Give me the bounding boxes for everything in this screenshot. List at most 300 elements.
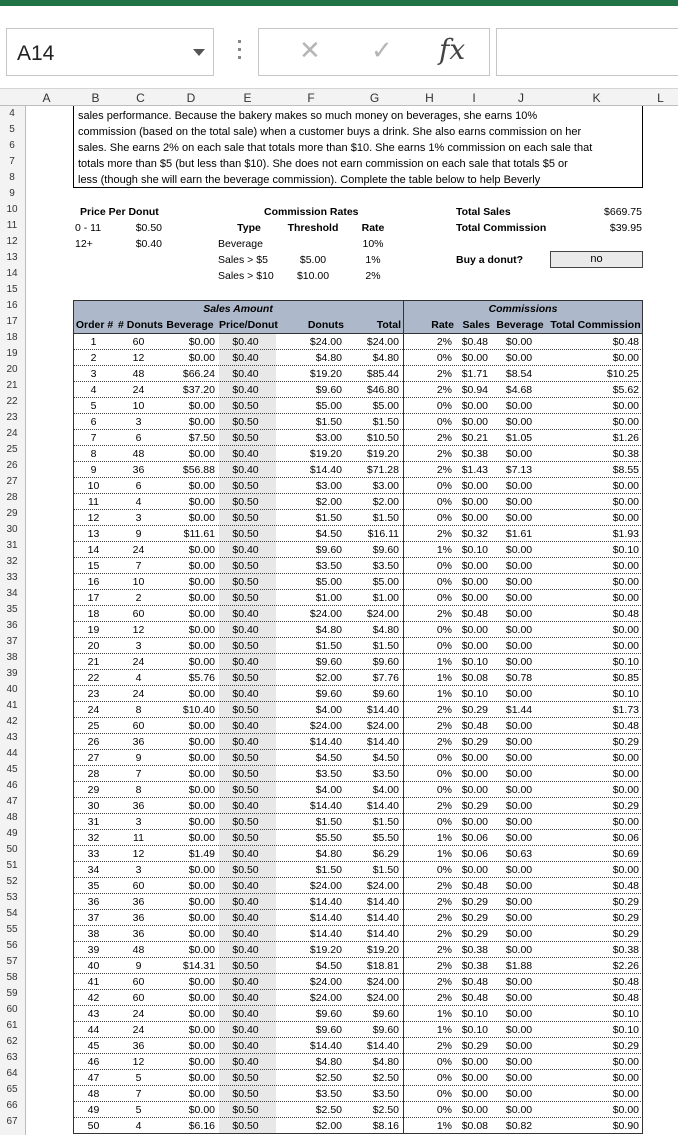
table-cell[interactable]: $9.60 bbox=[372, 656, 399, 668]
table-cell[interactable]: 5 bbox=[135, 1072, 142, 1084]
table-cell[interactable]: $0.00 bbox=[188, 496, 215, 508]
table-cell[interactable]: $0.00 bbox=[505, 656, 533, 668]
table-cell[interactable]: $0.10 bbox=[461, 1024, 488, 1036]
table-cell[interactable]: $14.40 bbox=[366, 1040, 399, 1052]
table-cell[interactable]: $3.00 bbox=[315, 432, 342, 444]
table-cell[interactable]: $2.50 bbox=[372, 1072, 399, 1084]
table-cell[interactable]: $0.06 bbox=[461, 832, 488, 844]
table-cell[interactable]: $56.88 bbox=[182, 464, 215, 476]
table-cell[interactable]: $0.00 bbox=[461, 560, 488, 572]
table-cell[interactable]: 2% bbox=[436, 608, 452, 620]
table-cell[interactable]: $5.62 bbox=[612, 384, 639, 396]
table-cell[interactable]: $5.00 bbox=[315, 400, 342, 412]
table-cell[interactable]: 24 bbox=[87, 704, 100, 716]
table-cell[interactable]: $0.08 bbox=[461, 1120, 488, 1132]
table-cell[interactable]: $0.00 bbox=[188, 448, 215, 460]
table-cell[interactable]: 36 bbox=[132, 464, 145, 476]
table-cell[interactable]: $0.00 bbox=[505, 736, 533, 748]
table-cell[interactable]: $0.29 bbox=[461, 736, 488, 748]
table-cell[interactable]: $16.11 bbox=[367, 528, 399, 540]
table-cell[interactable]: 19 bbox=[87, 624, 100, 636]
table-cell[interactable]: 0% bbox=[436, 624, 452, 636]
table-cell[interactable]: 4 bbox=[135, 496, 142, 508]
table-cell[interactable]: 30 bbox=[87, 800, 100, 812]
table-cell[interactable]: $0.00 bbox=[612, 416, 639, 428]
table-cell[interactable]: 32 bbox=[87, 832, 100, 844]
table-cell[interactable]: 0% bbox=[436, 784, 452, 796]
table-cell[interactable]: $1.50 bbox=[315, 864, 342, 876]
table-cell[interactable]: $14.40 bbox=[309, 928, 342, 940]
table-cell[interactable]: $6.16 bbox=[188, 1120, 215, 1132]
table-cell[interactable]: $0.10 bbox=[461, 688, 488, 700]
table-cell[interactable]: 9 bbox=[135, 960, 142, 972]
table-cell[interactable]: $7.50 bbox=[188, 432, 215, 444]
table-cell[interactable]: $0.00 bbox=[188, 944, 215, 956]
table-cell[interactable]: 5 bbox=[90, 400, 97, 412]
table-cell[interactable]: $0.00 bbox=[505, 560, 533, 572]
row-header[interactable]: 43 bbox=[6, 732, 18, 743]
table-cell[interactable]: $18.81 bbox=[366, 960, 399, 972]
table-cell[interactable]: 10 bbox=[87, 480, 100, 492]
table-cell[interactable]: 49 bbox=[87, 1104, 100, 1116]
table-cell[interactable]: 3 bbox=[135, 816, 142, 828]
table-cell[interactable]: 10 bbox=[132, 400, 145, 412]
table-cell[interactable]: 24 bbox=[132, 544, 145, 556]
row-header[interactable]: 32 bbox=[6, 556, 18, 567]
table-cell[interactable]: $0.10 bbox=[461, 656, 488, 668]
table-cell[interactable]: $0.82 bbox=[505, 1120, 533, 1132]
table-cell[interactable]: $0.50 bbox=[232, 592, 259, 604]
table-cell[interactable]: $37.20 bbox=[182, 384, 215, 396]
table-cell[interactable]: 2% bbox=[436, 960, 452, 972]
table-cell[interactable]: $24.00 bbox=[366, 976, 399, 988]
table-cell[interactable]: $0.00 bbox=[188, 1056, 215, 1068]
row-header[interactable]: 40 bbox=[6, 684, 18, 695]
table-cell[interactable]: $0.10 bbox=[461, 544, 488, 556]
table-cell[interactable]: $0.00 bbox=[188, 400, 215, 412]
table-cell[interactable]: $0.00 bbox=[461, 1056, 488, 1068]
table-cell[interactable]: $1.00 bbox=[315, 592, 342, 604]
table-cell[interactable]: 29 bbox=[87, 784, 100, 796]
table-cell[interactable]: $0.00 bbox=[188, 720, 215, 732]
table-cell[interactable]: $0.00 bbox=[505, 448, 533, 460]
table-cell[interactable]: $0.00 bbox=[505, 496, 533, 508]
row-header[interactable]: 10 bbox=[6, 204, 18, 215]
table-cell[interactable]: $24.00 bbox=[309, 608, 342, 620]
table-cell[interactable]: $0.48 bbox=[612, 976, 639, 988]
row-header[interactable]: 56 bbox=[6, 940, 18, 951]
table-cell[interactable]: $1.50 bbox=[315, 512, 342, 524]
table-cell[interactable]: $2.00 bbox=[315, 1120, 342, 1132]
table-cell[interactable]: $4.80 bbox=[372, 1056, 399, 1068]
table-cell[interactable]: 21 bbox=[87, 656, 100, 668]
table-cell[interactable]: 0% bbox=[436, 416, 452, 428]
table-cell[interactable]: $0.40 bbox=[232, 1008, 259, 1020]
row-header[interactable]: 11 bbox=[6, 220, 18, 231]
table-cell[interactable]: $24.00 bbox=[366, 336, 399, 348]
table-cell[interactable]: $0.50 bbox=[232, 1104, 259, 1116]
table-cell[interactable]: $0.50 bbox=[232, 432, 259, 444]
table-cell[interactable]: 0% bbox=[436, 352, 452, 364]
table-cell[interactable]: $2.50 bbox=[315, 1072, 342, 1084]
table-cell[interactable]: $0.40 bbox=[232, 544, 259, 556]
table-cell[interactable]: 2% bbox=[436, 368, 452, 380]
table-cell[interactable]: 2 bbox=[135, 592, 142, 604]
table-cell[interactable]: 23 bbox=[87, 688, 100, 700]
table-cell[interactable]: $14.31 bbox=[182, 960, 215, 972]
table-cell[interactable]: $0.00 bbox=[188, 1088, 215, 1100]
column-header-e[interactable]: E bbox=[243, 91, 252, 105]
table-cell[interactable]: $0.00 bbox=[461, 352, 488, 364]
table-cell[interactable]: 1% bbox=[436, 544, 452, 556]
table-cell[interactable]: $0.00 bbox=[188, 1040, 215, 1052]
table-cell[interactable]: 38 bbox=[87, 928, 100, 940]
table-cell[interactable]: $0.00 bbox=[505, 912, 533, 924]
table-cell[interactable]: 8 bbox=[135, 784, 142, 796]
table-cell[interactable]: $46.80 bbox=[366, 384, 399, 396]
table-cell[interactable]: $1.93 bbox=[612, 528, 639, 540]
table-cell[interactable]: 15 bbox=[87, 560, 100, 572]
table-cell[interactable]: $0.48 bbox=[612, 880, 639, 892]
row-header[interactable]: 65 bbox=[6, 1084, 18, 1095]
table-cell[interactable]: $0.40 bbox=[232, 624, 259, 636]
table-cell[interactable]: 12 bbox=[132, 624, 145, 636]
table-cell[interactable]: $9.60 bbox=[315, 1024, 342, 1036]
table-cell[interactable]: $0.50 bbox=[232, 528, 259, 540]
table-cell[interactable]: $10.40 bbox=[182, 704, 215, 716]
table-cell[interactable]: $0.00 bbox=[461, 864, 488, 876]
column-header-a[interactable]: A bbox=[42, 91, 51, 105]
table-cell[interactable]: $0.06 bbox=[461, 848, 488, 860]
table-cell[interactable]: $0.48 bbox=[612, 720, 639, 732]
table-cell[interactable]: $0.29 bbox=[461, 928, 488, 940]
row-header[interactable]: 53 bbox=[6, 892, 18, 903]
table-cell[interactable]: 40 bbox=[87, 960, 100, 972]
table-cell[interactable]: $0.29 bbox=[461, 896, 488, 908]
table-cell[interactable]: $0.50 bbox=[232, 704, 259, 716]
table-cell[interactable]: 0% bbox=[436, 400, 452, 412]
table-cell[interactable]: $4.80 bbox=[315, 848, 342, 860]
table-cell[interactable]: 9 bbox=[135, 752, 142, 764]
row-header[interactable]: 64 bbox=[6, 1068, 18, 1079]
table-cell[interactable]: $0.50 bbox=[232, 1088, 259, 1100]
table-cell[interactable]: $0.00 bbox=[505, 512, 533, 524]
table-cell[interactable]: $0.00 bbox=[612, 496, 639, 508]
table-cell[interactable]: $0.00 bbox=[505, 1104, 533, 1116]
row-header[interactable]: 39 bbox=[6, 668, 18, 679]
row-header[interactable]: 30 bbox=[6, 524, 18, 535]
table-cell[interactable]: 24 bbox=[132, 1024, 145, 1036]
table-cell[interactable]: $0.00 bbox=[612, 1056, 639, 1068]
row-header[interactable]: 33 bbox=[6, 572, 18, 583]
table-cell[interactable]: $0.50 bbox=[232, 784, 259, 796]
table-cell[interactable]: $0.00 bbox=[505, 864, 533, 876]
table-cell[interactable]: $0.50 bbox=[232, 576, 259, 588]
table-cell[interactable]: $0.00 bbox=[188, 976, 215, 988]
table-cell[interactable]: 36 bbox=[132, 896, 145, 908]
table-cell[interactable]: 12 bbox=[132, 1056, 145, 1068]
table-cell[interactable]: $8.55 bbox=[612, 464, 639, 476]
table-cell[interactable]: $0.00 bbox=[612, 1088, 639, 1100]
table-cell[interactable]: $0.00 bbox=[188, 1024, 215, 1036]
table-cell[interactable]: $14.40 bbox=[309, 464, 342, 476]
column-header-k[interactable]: K bbox=[592, 91, 601, 105]
table-cell[interactable]: 16 bbox=[87, 576, 100, 588]
table-cell[interactable]: $14.40 bbox=[366, 736, 399, 748]
table-cell[interactable]: 2% bbox=[436, 464, 452, 476]
table-cell[interactable]: 60 bbox=[132, 976, 145, 988]
row-header[interactable]: 25 bbox=[6, 444, 18, 455]
table-cell[interactable]: $0.40 bbox=[232, 736, 259, 748]
table-cell[interactable]: $0.00 bbox=[188, 656, 215, 668]
table-cell[interactable]: 36 bbox=[87, 896, 100, 908]
table-cell[interactable]: $0.38 bbox=[461, 944, 488, 956]
table-cell[interactable]: $0.40 bbox=[232, 928, 259, 940]
table-cell[interactable]: 3 bbox=[135, 640, 142, 652]
table-cell[interactable]: $0.29 bbox=[612, 912, 639, 924]
table-cell[interactable]: 26 bbox=[87, 736, 100, 748]
row-header[interactable]: 35 bbox=[6, 604, 18, 615]
table-cell[interactable]: $0.32 bbox=[461, 528, 488, 540]
column-header-j[interactable]: J bbox=[518, 91, 524, 105]
table-cell[interactable]: $0.29 bbox=[612, 928, 639, 940]
table-cell[interactable]: $4.80 bbox=[372, 352, 399, 364]
table-cell[interactable]: $0.00 bbox=[461, 1104, 488, 1116]
table-cell[interactable]: $3.50 bbox=[315, 768, 342, 780]
table-cell[interactable]: $19.20 bbox=[366, 944, 399, 956]
table-cell[interactable]: $24.00 bbox=[309, 880, 342, 892]
table-cell[interactable]: $0.38 bbox=[612, 448, 639, 460]
row-header[interactable]: 27 bbox=[6, 476, 18, 487]
table-cell[interactable]: $0.40 bbox=[232, 688, 259, 700]
table-cell[interactable]: $0.00 bbox=[505, 1056, 533, 1068]
table-cell[interactable]: $0.00 bbox=[612, 400, 639, 412]
table-cell[interactable]: $14.40 bbox=[366, 704, 399, 716]
table-cell[interactable]: $0.00 bbox=[505, 896, 533, 908]
row-header[interactable]: 36 bbox=[6, 620, 18, 631]
table-cell[interactable]: 48 bbox=[132, 944, 145, 956]
table-cell[interactable]: $0.48 bbox=[461, 880, 488, 892]
table-cell[interactable]: $19.20 bbox=[366, 448, 399, 460]
table-cell[interactable]: $0.00 bbox=[505, 784, 533, 796]
table-cell[interactable]: 0% bbox=[436, 1088, 452, 1100]
table-cell[interactable]: 50 bbox=[87, 1120, 100, 1132]
table-cell[interactable]: 2% bbox=[436, 928, 452, 940]
column-header-d[interactable]: D bbox=[186, 91, 196, 105]
table-cell[interactable]: $0.50 bbox=[232, 400, 259, 412]
table-cell[interactable]: $19.20 bbox=[309, 944, 342, 956]
table-cell[interactable]: 2 bbox=[90, 352, 97, 364]
table-cell[interactable]: $0.40 bbox=[232, 368, 259, 380]
row-header[interactable]: 7 bbox=[9, 156, 15, 167]
table-cell[interactable]: $0.50 bbox=[232, 672, 259, 684]
table-cell[interactable]: $5.50 bbox=[315, 832, 342, 844]
table-cell[interactable]: $0.00 bbox=[612, 352, 639, 364]
table-cell[interactable]: $5.50 bbox=[372, 832, 399, 844]
table-cell[interactable]: $0.00 bbox=[188, 912, 215, 924]
table-cell[interactable]: $0.00 bbox=[461, 1088, 488, 1100]
table-cell[interactable]: $0.00 bbox=[505, 416, 533, 428]
table-cell[interactable]: 9 bbox=[135, 528, 142, 540]
table-cell[interactable]: 0% bbox=[436, 752, 452, 764]
table-cell[interactable]: 46 bbox=[87, 1056, 100, 1068]
row-header[interactable]: 24 bbox=[6, 428, 18, 439]
table-cell[interactable]: $0.00 bbox=[461, 496, 488, 508]
table-cell[interactable]: 24 bbox=[132, 688, 145, 700]
table-cell[interactable]: $1.50 bbox=[372, 512, 399, 524]
table-cell[interactable]: $24.00 bbox=[366, 992, 399, 1004]
table-cell[interactable]: $7.76 bbox=[372, 672, 399, 684]
table-cell[interactable]: $0.00 bbox=[505, 1040, 533, 1052]
table-cell[interactable]: $10.50 bbox=[366, 432, 399, 444]
table-cell[interactable]: $0.50 bbox=[232, 752, 259, 764]
table-cell[interactable]: 36 bbox=[132, 912, 145, 924]
table-cell[interactable]: $3.50 bbox=[315, 1088, 342, 1100]
table-cell[interactable]: 36 bbox=[132, 736, 145, 748]
table-cell[interactable]: $14.40 bbox=[309, 736, 342, 748]
table-cell[interactable]: 39 bbox=[87, 944, 100, 956]
table-cell[interactable]: $0.00 bbox=[188, 736, 215, 748]
table-cell[interactable]: $71.28 bbox=[366, 464, 399, 476]
table-cell[interactable]: 4 bbox=[135, 672, 142, 684]
table-cell[interactable]: $0.00 bbox=[505, 688, 533, 700]
row-header[interactable]: 34 bbox=[6, 588, 18, 599]
row-header[interactable]: 54 bbox=[6, 908, 18, 919]
table-cell[interactable]: $2.00 bbox=[315, 672, 342, 684]
table-cell[interactable]: $0.00 bbox=[188, 864, 215, 876]
table-cell[interactable]: 17 bbox=[87, 592, 100, 604]
table-cell[interactable]: $3.50 bbox=[372, 768, 399, 780]
row-header[interactable]: 57 bbox=[6, 956, 18, 967]
table-cell[interactable]: $8.16 bbox=[372, 1120, 399, 1132]
table-cell[interactable]: $0.00 bbox=[188, 752, 215, 764]
table-cell[interactable]: 36 bbox=[132, 800, 145, 812]
table-cell[interactable]: 60 bbox=[132, 336, 145, 348]
table-cell[interactable]: $0.29 bbox=[612, 896, 639, 908]
table-cell[interactable]: 0% bbox=[436, 864, 452, 876]
table-cell[interactable]: $0.94 bbox=[461, 384, 488, 396]
table-cell[interactable]: 2% bbox=[436, 384, 452, 396]
table-cell[interactable]: $9.60 bbox=[372, 1008, 399, 1020]
table-cell[interactable]: $0.00 bbox=[461, 576, 488, 588]
table-cell[interactable]: 25 bbox=[87, 720, 100, 732]
table-cell[interactable]: $0.00 bbox=[188, 544, 215, 556]
table-cell[interactable]: $2.26 bbox=[612, 960, 639, 972]
table-cell[interactable]: 2% bbox=[436, 336, 452, 348]
row-header[interactable]: 62 bbox=[6, 1036, 18, 1047]
table-cell[interactable]: $0.40 bbox=[232, 896, 259, 908]
row-header[interactable]: 13 bbox=[6, 252, 18, 263]
row-header[interactable]: 31 bbox=[6, 540, 18, 551]
table-cell[interactable]: 2% bbox=[436, 976, 452, 988]
table-cell[interactable]: $1.50 bbox=[372, 640, 399, 652]
table-cell[interactable]: 42 bbox=[87, 992, 100, 1004]
table-cell[interactable]: 0% bbox=[436, 816, 452, 828]
table-cell[interactable]: $0.40 bbox=[232, 1040, 259, 1052]
table-cell[interactable]: $19.20 bbox=[309, 368, 342, 380]
cancel-icon[interactable]: ✕ bbox=[299, 35, 321, 65]
table-cell[interactable]: 0% bbox=[436, 512, 452, 524]
table-cell[interactable]: $4.80 bbox=[372, 624, 399, 636]
table-cell[interactable]: $0.00 bbox=[188, 832, 215, 844]
row-header[interactable]: 19 bbox=[6, 348, 18, 359]
table-cell[interactable]: $0.00 bbox=[505, 480, 533, 492]
table-cell[interactable]: $0.38 bbox=[612, 944, 639, 956]
row-header[interactable]: 26 bbox=[6, 460, 18, 471]
table-cell[interactable]: $0.40 bbox=[232, 800, 259, 812]
table-cell[interactable]: $1.50 bbox=[315, 816, 342, 828]
row-header[interactable]: 20 bbox=[6, 364, 18, 375]
table-cell[interactable]: $1.49 bbox=[188, 848, 215, 860]
table-cell[interactable]: 2% bbox=[436, 992, 452, 1004]
table-cell[interactable]: $0.00 bbox=[188, 576, 215, 588]
table-cell[interactable]: $5.00 bbox=[315, 576, 342, 588]
table-cell[interactable]: 2% bbox=[436, 448, 452, 460]
table-cell[interactable]: $0.21 bbox=[461, 432, 488, 444]
table-cell[interactable]: $14.40 bbox=[366, 912, 399, 924]
table-cell[interactable]: $0.10 bbox=[612, 656, 639, 668]
table-cell[interactable]: $66.24 bbox=[182, 368, 215, 380]
formula-input[interactable] bbox=[496, 28, 678, 76]
table-cell[interactable]: $0.00 bbox=[461, 640, 488, 652]
table-cell[interactable]: 2% bbox=[436, 944, 452, 956]
table-cell[interactable]: $0.00 bbox=[188, 592, 215, 604]
table-cell[interactable]: 45 bbox=[87, 1040, 100, 1052]
row-header[interactable]: 12 bbox=[6, 236, 18, 247]
row-header[interactable]: 8 bbox=[9, 172, 15, 183]
table-cell[interactable]: $0.10 bbox=[612, 1008, 639, 1020]
row-header[interactable]: 50 bbox=[6, 844, 18, 855]
table-cell[interactable]: $14.40 bbox=[309, 1040, 342, 1052]
table-cell[interactable]: 0% bbox=[436, 496, 452, 508]
table-cell[interactable]: $0.00 bbox=[505, 608, 533, 620]
table-cell[interactable]: $24.00 bbox=[309, 992, 342, 1004]
table-cell[interactable]: $0.00 bbox=[461, 1072, 488, 1084]
table-cell[interactable]: $10.25 bbox=[606, 368, 639, 380]
table-cell[interactable]: $4.68 bbox=[505, 384, 533, 396]
table-cell[interactable]: $0.00 bbox=[188, 992, 215, 1004]
table-cell[interactable]: 2% bbox=[436, 528, 452, 540]
table-cell[interactable]: $0.00 bbox=[188, 608, 215, 620]
table-cell[interactable]: $0.00 bbox=[188, 624, 215, 636]
column-header-g[interactable]: G bbox=[369, 91, 380, 105]
table-cell[interactable]: $0.00 bbox=[612, 480, 639, 492]
table-cell[interactable]: $0.00 bbox=[612, 576, 639, 588]
table-cell[interactable]: $1.71 bbox=[461, 368, 488, 380]
table-cell[interactable]: $6.29 bbox=[372, 848, 399, 860]
table-cell[interactable]: $0.00 bbox=[188, 1104, 215, 1116]
table-cell[interactable]: 48 bbox=[87, 1088, 100, 1100]
table-cell[interactable]: 7 bbox=[135, 1088, 142, 1100]
row-header[interactable]: 66 bbox=[6, 1100, 18, 1111]
table-cell[interactable]: 48 bbox=[132, 368, 145, 380]
table-cell[interactable]: 0% bbox=[436, 560, 452, 572]
row-header[interactable]: 9 bbox=[9, 188, 15, 199]
table-cell[interactable]: $3.50 bbox=[372, 560, 399, 572]
table-cell[interactable]: $0.29 bbox=[461, 704, 488, 716]
table-cell[interactable]: $24.00 bbox=[366, 880, 399, 892]
insert-function-icon[interactable]: fx bbox=[439, 33, 466, 66]
table-cell[interactable]: $19.20 bbox=[309, 448, 342, 460]
row-header[interactable]: 17 bbox=[6, 316, 18, 327]
table-cell[interactable]: 2% bbox=[436, 1040, 452, 1052]
table-cell[interactable]: $14.40 bbox=[366, 896, 399, 908]
table-cell[interactable]: 34 bbox=[87, 864, 100, 876]
table-cell[interactable]: 8 bbox=[135, 704, 142, 716]
table-cell[interactable]: $0.00 bbox=[188, 816, 215, 828]
table-cell[interactable]: $9.60 bbox=[372, 688, 399, 700]
table-cell[interactable]: 31 bbox=[87, 816, 100, 828]
